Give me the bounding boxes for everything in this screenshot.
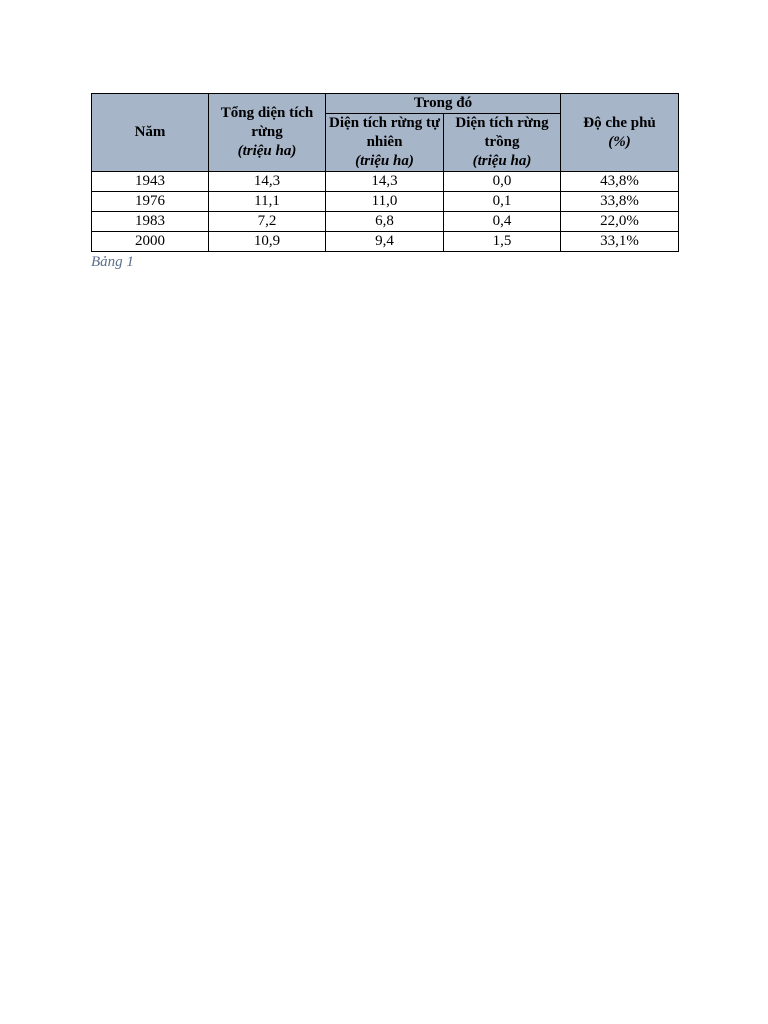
cell-natural: 11,0 [326,192,444,212]
header-row-1 [92,94,679,114]
cell-year: 2000 [92,232,209,252]
cell-year: 1983 [92,212,209,232]
header-total-unit: (triệu ha) [237,143,297,159]
header-cover-label: Độ che phủ [583,114,656,131]
header-group-label: Trong đó [413,95,473,111]
header-year-label: Năm [134,124,166,140]
cell-total: 11,1 [209,192,326,212]
header-total-area [209,94,326,172]
header-natural-area [326,114,444,172]
header-natural-unit: (triệu ha) [355,153,414,169]
cell-planted: 0,4 [444,212,561,232]
table-row [92,212,679,232]
cell-planted: 0,1 [444,192,561,212]
cell-total: 7,2 [209,212,326,232]
header-natural-label: Diện tích rừng tự nhiên [329,115,440,150]
header-planted-area [444,114,561,172]
cell-cover: 33,1% [561,232,679,252]
header-group [326,94,561,114]
header-total-label: Tổng diện tích rừng [220,105,314,140]
table-row [92,192,679,212]
header-planted-label: Diện tích rừng trồng [455,115,549,150]
table-caption: Bảng 1 [91,254,134,270]
table-row [92,232,679,252]
cell-cover: 22,0% [561,212,679,232]
cell-year: 1943 [92,172,209,192]
cell-cover: 33,8% [561,192,679,212]
cell-natural: 6,8 [326,212,444,232]
cell-cover: 43,8% [561,172,679,192]
cell-natural: 14,3 [326,172,444,192]
cell-total: 14,3 [209,172,326,192]
cell-total: 10,9 [209,232,326,252]
header-cover [561,94,679,172]
cell-planted: 0,0 [444,172,561,192]
cell-year: 1976 [92,192,209,212]
header-year [92,94,209,172]
forest-area-table [91,93,679,252]
cell-natural: 9,4 [326,232,444,252]
cell-planted: 1,5 [444,232,561,252]
header-planted-unit: (triệu ha) [472,153,532,169]
table-row [92,172,679,192]
header-cover-unit: (%) [608,133,631,150]
